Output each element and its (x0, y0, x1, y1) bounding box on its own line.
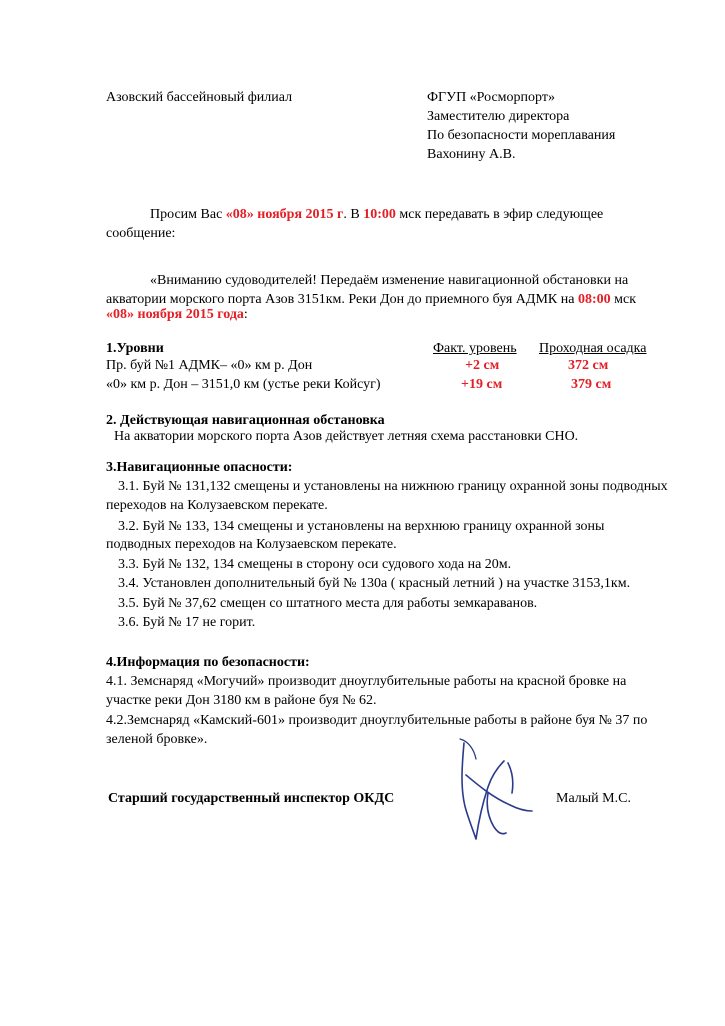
section-4-line-4: зеленой бровке». (106, 732, 208, 747)
levels-row-2-label: «0» км р. Дон – 3151,0 км (устье реки Койсуг) (106, 377, 381, 392)
recipient-line-4: Вахонину А.В. (427, 147, 516, 162)
section-3-item-1-cont: переходов на Колузаевском перекате. (106, 498, 328, 513)
message-time: 08:00 (577, 292, 611, 307)
request-line-1 (150, 205, 603, 224)
message-line-2-text: акватории морского порта Азов 3151км. Реки Дон до приемного буя АДМК на (106, 292, 575, 307)
levels-row-1-fact: +2 см (465, 358, 500, 373)
levels-col-fact: Факт. уровень (433, 341, 517, 356)
levels-row-2-draft: 379 см (571, 377, 612, 392)
section-2-heading: 2. Действующая навигационная обстановка (106, 413, 385, 428)
recipient-line-3: По безопасности мореплавания (427, 128, 616, 143)
request-date: «08» ноября 2015 г (225, 207, 344, 222)
request-time: 10:00 (363, 207, 396, 222)
request-text-after: мск передавать в эфир следующее (399, 207, 604, 222)
section-3-item-1: 3.1. Буй № 131,132 смещены и установлены на нижнюю границу охранной зоны подводных (118, 479, 668, 494)
handwritten-signature (448, 735, 538, 845)
signatory-title: Старший государственный инспектор ОКДС (108, 791, 395, 806)
message-line-1: «Вниманию судоводителей! Передаём изменение навигационной обстановки на (150, 273, 629, 288)
message-date: «08» ноября 2015 года (106, 307, 244, 322)
sender-org: Азовский бассейновый филиал (106, 90, 293, 105)
levels-col-draft: Проходная осадка (539, 341, 647, 356)
section-4-line-1: 4.1. Земснаряд «Могучий» производит дноуглубительные работы на красной бровке на (106, 674, 627, 689)
section-3-item-6: 3.6. Буй № 17 не горит. (118, 615, 256, 630)
section-4-line-3: 4.2.Земснаряд «Камский-601» производит дноуглубительные работы в районе буя № 37 по (106, 713, 648, 728)
request-text-before: Просим Вас (150, 207, 223, 222)
recipient-line-2: Заместителю директора (427, 109, 570, 124)
section-3-heading: 3.Навигационные опасности: (106, 460, 293, 475)
section-3-item-2: 3.2. Буй № 133, 134 смещены и установлены на верхнюю границу охранной зоны (118, 519, 605, 534)
message-line-3 (106, 305, 248, 324)
levels-row-1-draft: 372 см (568, 358, 609, 373)
levels-heading: 1.Уровни (106, 341, 164, 356)
section-3-item-2-cont: подводных переходов на Колузаевском перекате. (106, 537, 397, 552)
levels-row-1-label: Пр. буй №1 АДМК– «0» км р. Дон (106, 358, 313, 373)
section-4-heading: 4.Информация по безопасности: (106, 655, 310, 670)
request-line-2: сообщение: (106, 226, 176, 241)
section-2-text: На акватории морского порта Азов действует летняя схема расстановки СНО. (114, 429, 579, 444)
section-3-item-4: 3.4. Установлен дополнительный буй № 130а ( красный летний ) на участке 3153,1км. (118, 576, 631, 591)
section-3-item-3: 3.3. Буй № 132, 134 смещены в сторону оси судового хода на 20м. (118, 557, 512, 572)
section-4-line-2: участке реки Дон 3180 км в районе буя № 62. (106, 693, 377, 708)
message-line-3-after: : (243, 307, 248, 322)
message-line-2-after: мск (614, 292, 637, 307)
recipient-line-1: ФГУП «Росморпорт» (427, 90, 555, 105)
levels-row-2-fact: +19 см (461, 377, 503, 392)
signatory-name: Малый М.С. (556, 791, 631, 806)
section-3-item-5: 3.5. Буй № 37,62 смещен со штатного места для работы земкараванов. (118, 596, 538, 611)
request-text-mid: . В (343, 207, 360, 222)
